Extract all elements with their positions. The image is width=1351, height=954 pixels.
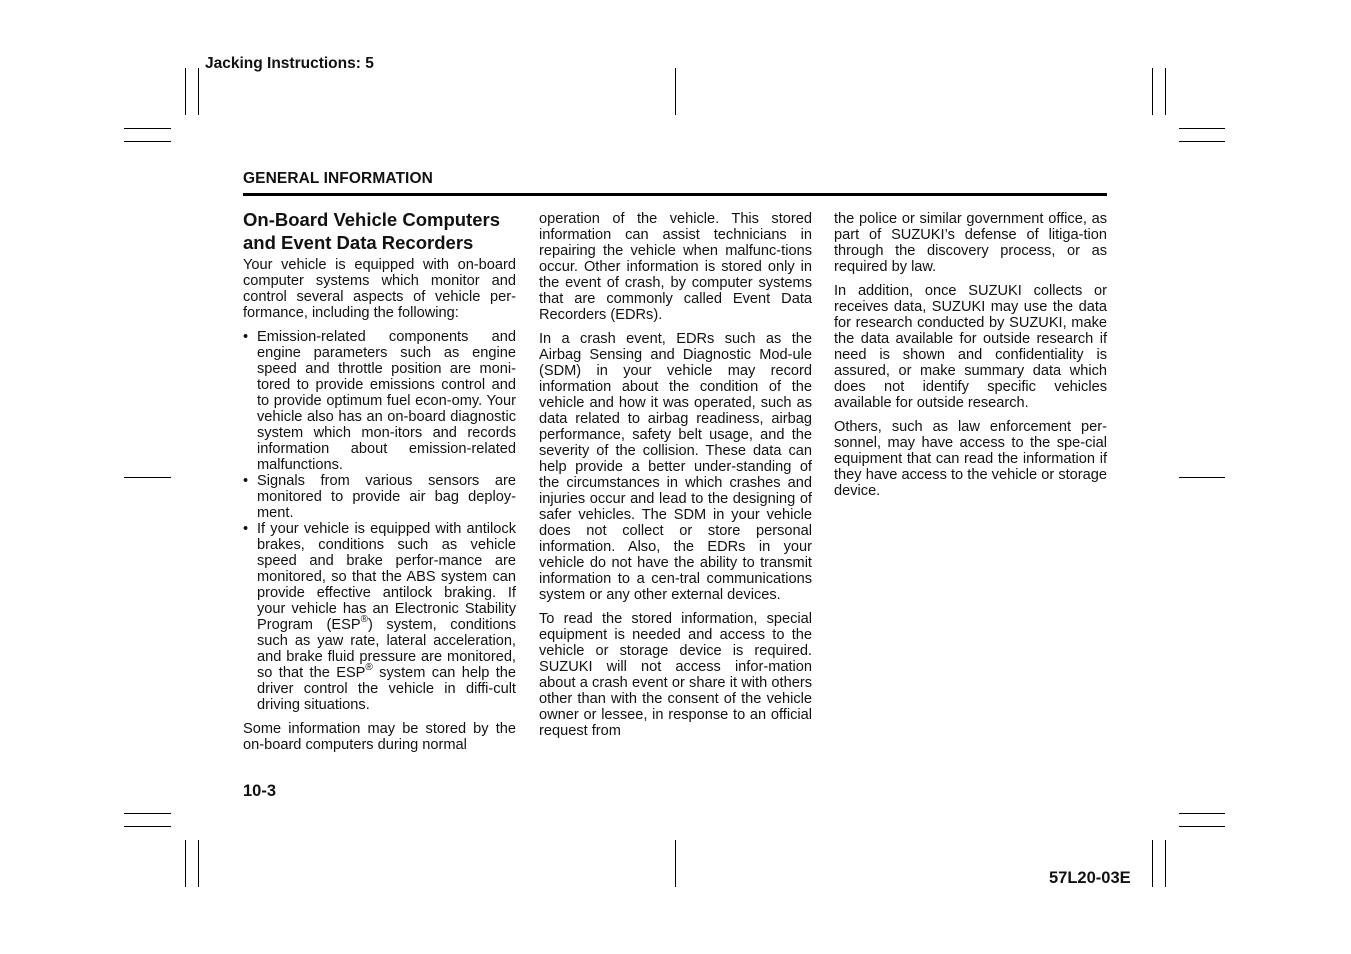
- crop-mark: [1152, 840, 1153, 887]
- crop-mark: [185, 68, 186, 115]
- crop-mark: [1152, 68, 1153, 115]
- crop-mark: [124, 128, 171, 129]
- body-paragraph: the police or similar government office, as part of SUZUKI’s defense of litiga-tion through the discovery process, or as required by law.: [834, 211, 1107, 275]
- page-number: 10-3: [243, 782, 277, 800]
- page-top-label: Jacking Instructions: 5: [205, 55, 374, 72]
- intro-paragraph: Your vehicle is equipped with on-board computer systems which monitor and control several aspects of vehicle per-formance, including the following:: [243, 257, 516, 321]
- crop-mark: [675, 840, 676, 887]
- list-item: • Signals from various sensors are monitored to provide air bag deploy-ment.: [243, 473, 516, 521]
- list-item-text: If your vehicle is equipped with antilock brakes, conditions such as vehicle speed and brake perfor-mance are monitored, so that the ABS system can provide effective antilock braking. If your vehicle has an Electronic Stability Program (ESP: [257, 521, 516, 633]
- body-paragraph: Some information may be stored by the on-board computers during normal: [243, 721, 516, 753]
- crop-mark: [1179, 128, 1225, 129]
- text-column-2: [539, 211, 812, 747]
- crop-mark: [1179, 813, 1225, 814]
- list-item-text: ) system, conditions such as yaw rate, lateral acceleration, and brake fluid pressure are monitored, so that the ESP: [257, 617, 516, 681]
- registered-mark: ®: [360, 614, 368, 626]
- crop-mark: [124, 813, 171, 814]
- crop-mark: [1165, 68, 1166, 115]
- body-paragraph: operation of the vehicle. This stored information can assist technicians in repairing the vehicle when malfunc-tions occur. Other information is stored only in the event of crash, by computer systems that are commonly called Event Data Recorders (EDRs).: [539, 211, 812, 323]
- body-paragraph: In addition, once SUZUKI collects or receives data, SUZUKI may use the data for research conducted by SUZUKI, make the data available for outside research if need is shown and confidentiality is assured, or make summary data which does not identify specific vehicles available for outside research.: [834, 283, 1107, 411]
- body-paragraph: Others, such as law enforcement per-sonnel, may have access to the spe-cial equipment that can read the information if they have access to the vehicle or storage device.: [834, 419, 1107, 499]
- list-item: [243, 521, 516, 713]
- list-item: • Emission-related components and engine parameters such as engine speed and throttle position are moni-tored to provide emissions control and to provide optimum fuel econ-omy. Your vehicle also has an on-board diagnostic system which mon-itors and records information about emission-related malfunctions.: [243, 329, 516, 473]
- crop-mark: [1179, 826, 1225, 827]
- crop-mark: [1179, 141, 1225, 142]
- crop-mark: [1179, 477, 1225, 478]
- crop-mark: [124, 477, 171, 478]
- text-column-3: [834, 211, 1107, 507]
- document-code: 57L20-03E: [1049, 869, 1131, 887]
- crop-mark: [198, 68, 199, 115]
- crop-mark: [675, 68, 676, 115]
- crop-mark: [185, 840, 186, 887]
- header-rule: [243, 193, 1107, 196]
- body-paragraph: To read the stored information, special equipment is needed and access to the vehicle or storage device is required. SUZUKI will not access infor-mation about a crash event or share it with others other than with the consent of the vehicle owner or lessee, in response to an official request from: [539, 611, 812, 739]
- list-item-text: system can help the driver control the vehicle in diffi-cult driving situations.: [257, 665, 516, 713]
- crop-mark: [1165, 840, 1166, 887]
- crop-mark: [198, 840, 199, 887]
- monitoring-list: [243, 329, 516, 713]
- crop-mark: [124, 826, 171, 827]
- crop-mark: [124, 141, 171, 142]
- registered-mark: ®: [365, 662, 373, 674]
- body-paragraph: In a crash event, EDRs such as the Airbag Sensing and Diagnostic Mod-ule (SDM) in your vehicle may record information about the condition of the vehicle and how it was operated, such as data related to airbag readiness, airbag performance, safety belt usage, and the severity of the collision. These data can help provide a better under-standing of the circumstances in which crashes and injuries occur and lead to the designing of safer vehicles. The SDM in your vehicle does not collect or store personal information. Also, the EDRs in your vehicle do not have the ability to transmit information to a cen-tral communications system or any other external devices.: [539, 331, 812, 603]
- section-header: GENERAL INFORMATION: [243, 170, 433, 187]
- text-column-1: [243, 208, 516, 761]
- article-heading: On-Board Vehicle Computers and Event Data Recorders: [243, 209, 500, 253]
